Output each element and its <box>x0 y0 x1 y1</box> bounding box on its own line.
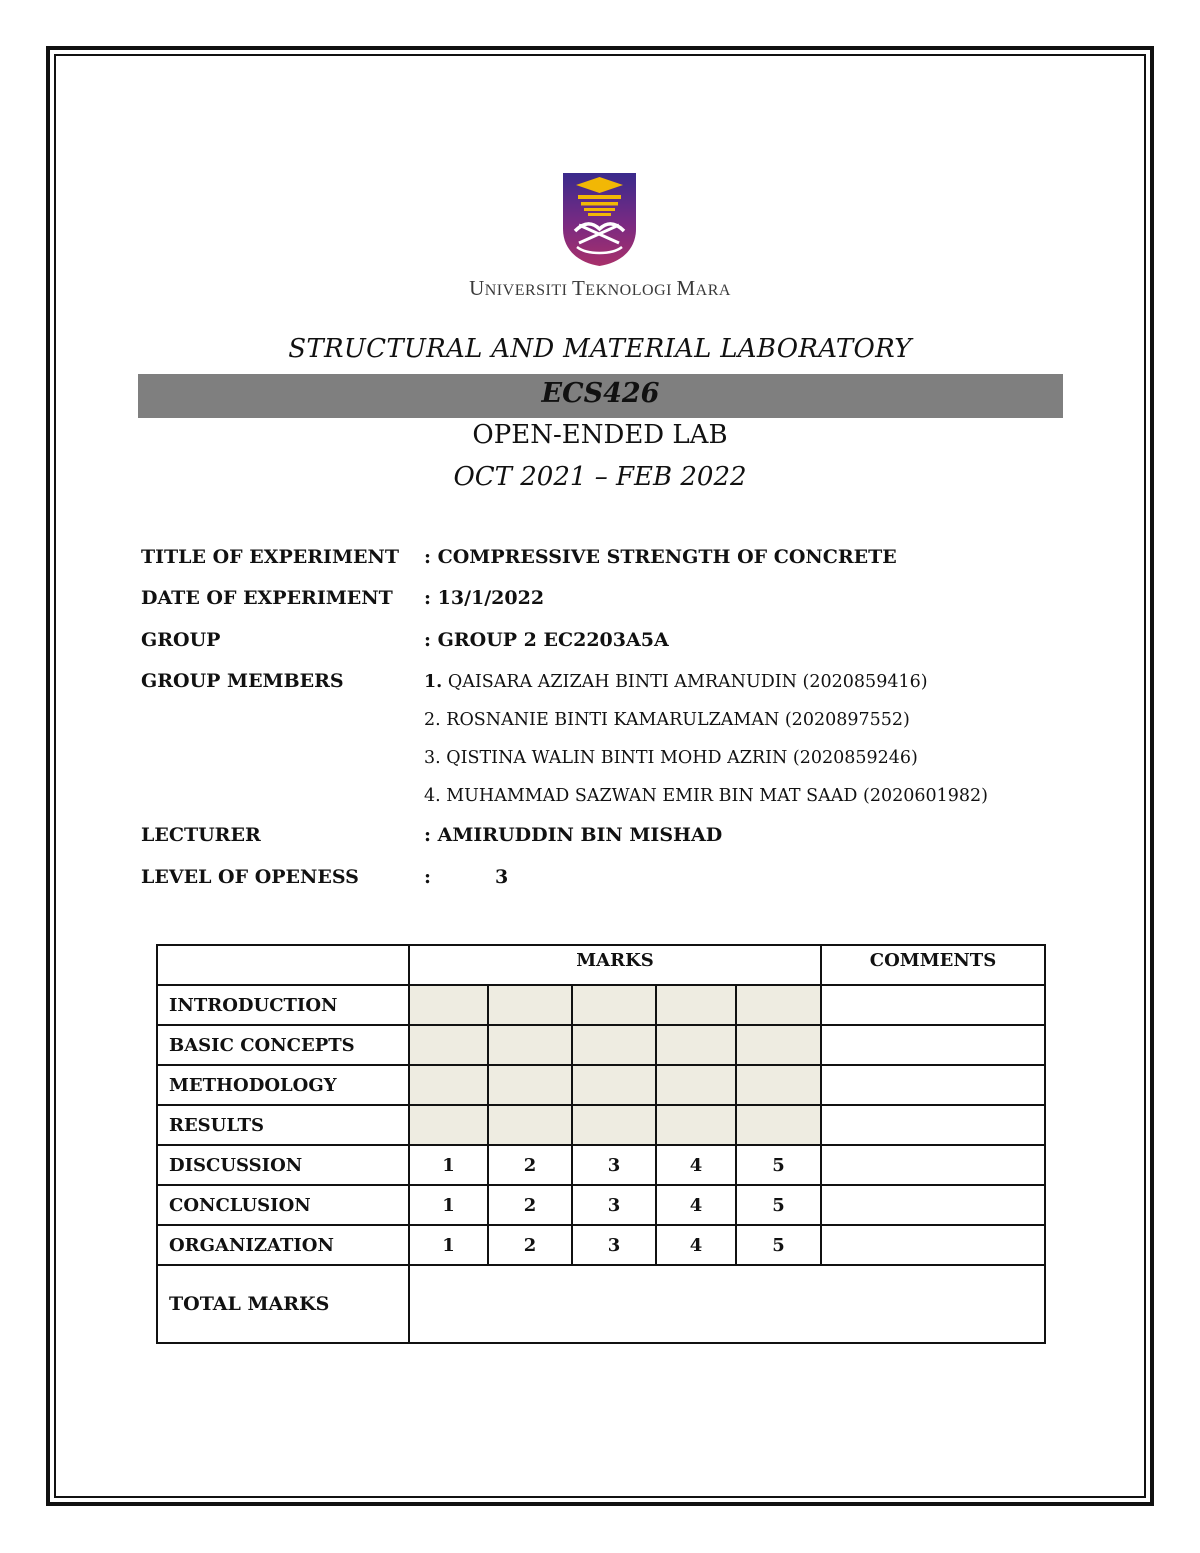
mark-cell <box>488 985 572 1025</box>
score-option: 2 <box>488 1225 572 1265</box>
university-name: UNIVERSITI TEKNOLOGI MARA <box>469 276 731 300</box>
comment-cell <box>821 1025 1045 1065</box>
mark-cell <box>572 1105 656 1145</box>
table-header-row <box>157 945 1045 985</box>
mark-cell <box>572 1065 656 1105</box>
row-label: BASIC CONCEPTS <box>157 1025 409 1065</box>
comment-cell <box>821 1145 1045 1185</box>
mark-cell <box>572 985 656 1025</box>
row-label: CONCLUSION <box>157 1185 409 1225</box>
table-row <box>157 1185 1045 1225</box>
score-option: 1 <box>409 1185 488 1225</box>
row-label: ORGANIZATION <box>157 1225 409 1265</box>
mark-cell <box>409 985 488 1025</box>
table-row <box>157 1105 1045 1145</box>
score-option: 3 <box>572 1185 656 1225</box>
total-marks-label: TOTAL MARKS <box>157 1265 409 1343</box>
score-option: 5 <box>736 1225 821 1265</box>
total-row <box>157 1265 1045 1343</box>
score-option: 1 <box>409 1225 488 1265</box>
comment-cell <box>821 1065 1045 1105</box>
mark-cell <box>409 1065 488 1105</box>
row-label: INTRODUCTION <box>157 985 409 1025</box>
table-row <box>157 1225 1045 1265</box>
marks-header: MARKS <box>409 945 821 985</box>
row-label: DISCUSSION <box>157 1145 409 1185</box>
course-code: ECS426 <box>541 378 660 409</box>
comment-cell <box>821 1225 1045 1265</box>
score-option: 5 <box>736 1145 821 1185</box>
score-option: 4 <box>656 1185 736 1225</box>
comments-header: COMMENTS <box>821 945 1045 985</box>
semester: OCT 2021 – FEB 2022 <box>453 462 747 492</box>
total-marks-cell <box>409 1265 1045 1343</box>
member-item: 3. QISTINA WALIN BINTI MOHD AZRIN (2020859246) <box>424 748 918 768</box>
mark-cell <box>656 985 736 1025</box>
openess-value: 3 <box>495 866 509 888</box>
date-value: : 13/1/2022 <box>424 587 545 609</box>
mark-cell <box>736 1025 821 1065</box>
table-row <box>157 1065 1045 1105</box>
mark-cell <box>488 1105 572 1145</box>
score-option: 3 <box>572 1145 656 1185</box>
score-option: 4 <box>656 1145 736 1185</box>
mark-cell <box>409 1105 488 1145</box>
score-option: 3 <box>572 1225 656 1265</box>
table-row <box>157 1025 1045 1065</box>
score-option: 4 <box>656 1225 736 1265</box>
score-option: 5 <box>736 1185 821 1225</box>
score-option: 2 <box>488 1185 572 1225</box>
member-item: 2. ROSNANIE BINTI KAMARULZAMAN (2020897552) <box>424 710 910 730</box>
mark-cell <box>656 1025 736 1065</box>
comment-cell <box>821 1185 1045 1225</box>
mark-cell <box>488 1025 572 1065</box>
marks-table <box>156 944 1046 1344</box>
table-row <box>157 1145 1045 1185</box>
mark-cell <box>736 1105 821 1145</box>
group-value: : GROUP 2 EC2203A5A <box>424 629 669 651</box>
mark-cell <box>488 1065 572 1105</box>
mark-cell <box>572 1025 656 1065</box>
row-label: RESULTS <box>157 1105 409 1145</box>
members-label: GROUP MEMBERS <box>141 670 344 692</box>
title-value: : COMPRESSIVE STRENGTH OF CONCRETE <box>424 546 897 568</box>
table-corner-cell <box>157 945 409 985</box>
mark-cell <box>409 1025 488 1065</box>
lecturer-label: LECTURER <box>141 824 261 846</box>
lecturer-value: : AMIRUDDIN BIN MISHAD <box>424 824 723 846</box>
mark-cell <box>656 1105 736 1145</box>
course-code-banner <box>138 374 1063 418</box>
comment-cell <box>821 1105 1045 1145</box>
lab-type: OPEN-ENDED LAB <box>472 420 728 450</box>
score-option: 2 <box>488 1145 572 1185</box>
date-label: DATE OF EXPERIMENT <box>141 587 393 609</box>
uitm-crest-logo <box>561 171 638 267</box>
group-label: GROUP <box>141 629 221 651</box>
title-label: TITLE OF EXPERIMENT <box>141 546 399 568</box>
openess-label: LEVEL OF OPENESS <box>141 866 359 888</box>
comment-cell <box>821 985 1045 1025</box>
lab-title: STRUCTURAL AND MATERIAL LABORATORY <box>288 334 912 364</box>
row-label: METHODOLOGY <box>157 1065 409 1105</box>
table-row <box>157 985 1045 1025</box>
mark-cell <box>736 985 821 1025</box>
mark-cell <box>656 1065 736 1105</box>
member-item: 1. QAISARA AZIZAH BINTI AMRANUDIN (2020859416) <box>424 672 928 692</box>
member-item: 4. MUHAMMAD SAZWAN EMIR BIN MAT SAAD (2020601982) <box>424 786 988 806</box>
openess-colon: : <box>424 866 432 888</box>
mark-cell <box>736 1065 821 1105</box>
score-option: 1 <box>409 1145 488 1185</box>
